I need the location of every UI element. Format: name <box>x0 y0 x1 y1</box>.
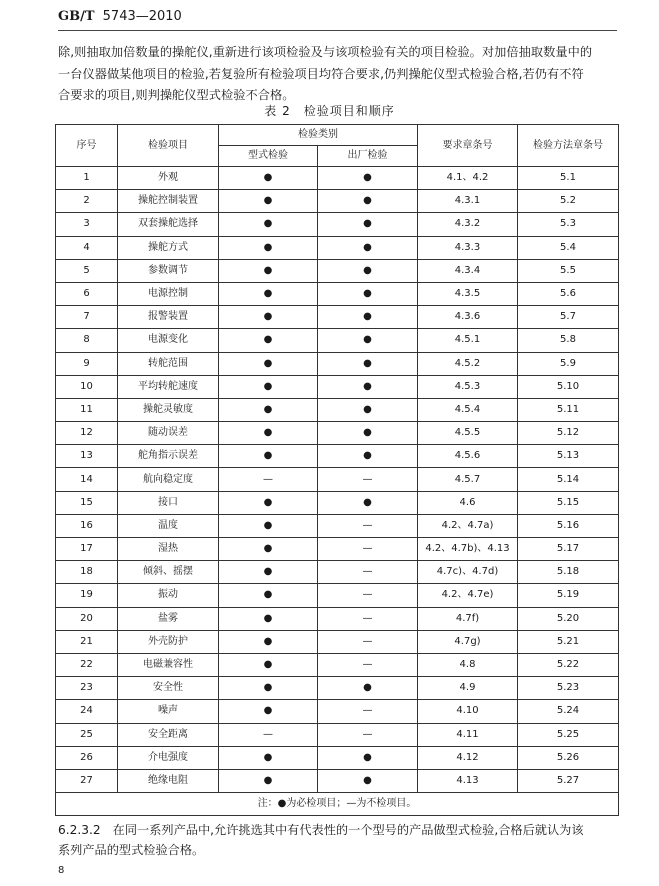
row-type-test: ● <box>219 352 318 375</box>
row-type-test: ● <box>219 445 318 468</box>
row-type-test: ● <box>219 236 318 259</box>
row-seq: 27 <box>56 769 118 792</box>
row-factory-test: ● <box>318 306 418 329</box>
row-type-test: ● <box>219 607 318 630</box>
row-req-clause: 4.5.1 <box>418 329 518 352</box>
row-item: 随动误差 <box>118 422 219 445</box>
header-method-clause: 检验方法章条号 <box>518 125 619 167</box>
table-note: 注：●为必检项目；—为不检项目。 <box>56 793 619 816</box>
table-row <box>56 167 619 190</box>
page-number: 8 <box>58 865 65 876</box>
table-row <box>56 491 619 514</box>
row-req-clause: 4.3.2 <box>418 213 518 236</box>
row-type-test: ● <box>219 561 318 584</box>
table-row <box>56 213 619 236</box>
row-item: 转舵范围 <box>118 352 219 375</box>
table-body <box>56 167 619 793</box>
row-method-clause: 5.14 <box>518 468 619 491</box>
row-factory-test: ● <box>318 236 418 259</box>
table-row <box>56 398 619 421</box>
row-item: 振动 <box>118 584 219 607</box>
header-category: 检验类别 <box>219 125 418 146</box>
row-factory-test: — <box>318 607 418 630</box>
row-type-test: ● <box>219 213 318 236</box>
row-seq: 8 <box>56 329 118 352</box>
row-method-clause: 5.8 <box>518 329 619 352</box>
row-method-clause: 5.17 <box>518 538 619 561</box>
row-item: 报警装置 <box>118 306 219 329</box>
row-item: 航向稳定度 <box>118 468 219 491</box>
row-seq: 4 <box>56 236 118 259</box>
row-type-test: ● <box>219 630 318 653</box>
row-method-clause: 5.1 <box>518 167 619 190</box>
row-req-clause: 4.6 <box>418 491 518 514</box>
row-method-clause: 5.9 <box>518 352 619 375</box>
row-factory-test: ● <box>318 190 418 213</box>
row-type-test: ● <box>219 259 318 282</box>
row-seq: 13 <box>56 445 118 468</box>
header-type-test: 型式检验 <box>219 146 318 167</box>
table-caption: 表 2 检验项目和顺序 <box>264 104 395 118</box>
table-row <box>56 259 619 282</box>
row-req-clause: 4.5.2 <box>418 352 518 375</box>
row-item: 操舵灵敏度 <box>118 398 219 421</box>
section-text-line2: 系列产品的型式检验合格。 <box>58 843 205 857</box>
row-method-clause: 5.10 <box>518 375 619 398</box>
table-row <box>56 422 619 445</box>
row-type-test: ● <box>219 306 318 329</box>
table-row <box>56 514 619 537</box>
table-row <box>56 236 619 259</box>
row-method-clause: 5.22 <box>518 653 619 676</box>
row-factory-test: — <box>318 561 418 584</box>
row-seq: 12 <box>56 422 118 445</box>
row-type-test: ● <box>219 514 318 537</box>
row-seq: 17 <box>56 538 118 561</box>
row-type-test: ● <box>219 491 318 514</box>
row-seq: 22 <box>56 653 118 676</box>
row-method-clause: 5.21 <box>518 630 619 653</box>
row-req-clause: 4.2、4.7e) <box>418 584 518 607</box>
table-row <box>56 329 619 352</box>
row-type-test: ● <box>219 677 318 700</box>
row-req-clause: 4.7f) <box>418 607 518 630</box>
row-req-clause: 4.3.6 <box>418 306 518 329</box>
intro-line: 一台仪器做某他项目的检验,若复验所有检验项目均符合要求,仍判操舵仪型式检验合格,若仍有不符 <box>58 66 584 81</box>
row-req-clause: 4.3.4 <box>418 259 518 282</box>
row-factory-test: — <box>318 723 418 746</box>
row-seq: 11 <box>56 398 118 421</box>
row-req-clause: 4.12 <box>418 746 518 769</box>
row-seq: 5 <box>56 259 118 282</box>
row-factory-test: ● <box>318 746 418 769</box>
row-item: 湿热 <box>118 538 219 561</box>
row-factory-test: ● <box>318 491 418 514</box>
row-factory-test: ● <box>318 677 418 700</box>
section-paragraph <box>58 820 623 860</box>
row-factory-test: ● <box>318 213 418 236</box>
row-factory-test: ● <box>318 167 418 190</box>
row-req-clause: 4.5.7 <box>418 468 518 491</box>
table-row <box>56 677 619 700</box>
row-method-clause: 5.13 <box>518 445 619 468</box>
row-item: 噪声 <box>118 700 219 723</box>
row-factory-test: ● <box>318 329 418 352</box>
standard-prefix: GB/T <box>58 9 95 24</box>
row-seq: 3 <box>56 213 118 236</box>
row-item: 舵角指示误差 <box>118 445 219 468</box>
row-seq: 20 <box>56 607 118 630</box>
row-seq: 2 <box>56 190 118 213</box>
row-seq: 7 <box>56 306 118 329</box>
row-type-test: ● <box>219 584 318 607</box>
row-type-test: ● <box>219 653 318 676</box>
row-item: 外壳防护 <box>118 630 219 653</box>
row-item: 操舵控制装置 <box>118 190 219 213</box>
row-req-clause: 4.13 <box>418 769 518 792</box>
row-method-clause: 5.15 <box>518 491 619 514</box>
row-method-clause: 5.26 <box>518 746 619 769</box>
row-type-test: ● <box>219 167 318 190</box>
section-number: 6.2.3.2 <box>58 823 101 837</box>
row-method-clause: 5.18 <box>518 561 619 584</box>
row-req-clause: 4.3.5 <box>418 282 518 305</box>
row-type-test: ● <box>219 769 318 792</box>
row-method-clause: 5.25 <box>518 723 619 746</box>
table-row <box>56 352 619 375</box>
table-row <box>56 769 619 792</box>
row-seq: 15 <box>56 491 118 514</box>
row-factory-test: — <box>318 538 418 561</box>
row-factory-test: ● <box>318 282 418 305</box>
row-item: 安全距离 <box>118 723 219 746</box>
row-factory-test: — <box>318 584 418 607</box>
row-req-clause: 4.1、4.2 <box>418 167 518 190</box>
row-req-clause: 4.3.1 <box>418 190 518 213</box>
standard-number: 5743—2010 <box>102 9 182 24</box>
row-item: 双套操舵选择 <box>118 213 219 236</box>
row-method-clause: 5.7 <box>518 306 619 329</box>
row-item: 倾斜、摇摆 <box>118 561 219 584</box>
row-factory-test: ● <box>318 422 418 445</box>
table-row <box>56 306 619 329</box>
table-row <box>56 375 619 398</box>
table-row <box>56 561 619 584</box>
intro-line: 合要求的项目,则判操舵仪型式检验不合格。 <box>58 88 295 102</box>
row-item: 盐雾 <box>118 607 219 630</box>
row-factory-test: — <box>318 630 418 653</box>
row-method-clause: 5.24 <box>518 700 619 723</box>
row-item: 接口 <box>118 491 219 514</box>
page-header <box>58 9 182 24</box>
row-item: 安全性 <box>118 677 219 700</box>
row-req-clause: 4.11 <box>418 723 518 746</box>
row-req-clause: 4.8 <box>418 653 518 676</box>
row-seq: 23 <box>56 677 118 700</box>
header-seq: 序号 <box>56 125 118 167</box>
inspection-table <box>55 124 619 816</box>
row-req-clause: 4.2、4.7b)、4.13 <box>418 538 518 561</box>
table-row <box>56 607 619 630</box>
row-method-clause: 5.19 <box>518 584 619 607</box>
row-req-clause: 4.5.4 <box>418 398 518 421</box>
row-factory-test: — <box>318 700 418 723</box>
row-method-clause: 5.27 <box>518 769 619 792</box>
row-method-clause: 5.6 <box>518 282 619 305</box>
row-method-clause: 5.20 <box>518 607 619 630</box>
row-factory-test: ● <box>318 445 418 468</box>
row-seq: 6 <box>56 282 118 305</box>
row-req-clause: 4.7c)、4.7d) <box>418 561 518 584</box>
row-seq: 14 <box>56 468 118 491</box>
row-seq: 16 <box>56 514 118 537</box>
row-factory-test: ● <box>318 259 418 282</box>
row-req-clause: 4.9 <box>418 677 518 700</box>
row-type-test: ● <box>219 398 318 421</box>
row-type-test: ● <box>219 538 318 561</box>
row-item: 介电强度 <box>118 746 219 769</box>
row-type-test: ● <box>219 746 318 769</box>
row-method-clause: 5.12 <box>518 422 619 445</box>
table-row <box>56 282 619 305</box>
row-type-test: ● <box>219 329 318 352</box>
table-row <box>56 653 619 676</box>
row-item: 绝缘电阻 <box>118 769 219 792</box>
row-seq: 19 <box>56 584 118 607</box>
row-item: 参数调节 <box>118 259 219 282</box>
row-method-clause: 5.16 <box>518 514 619 537</box>
row-method-clause: 5.2 <box>518 190 619 213</box>
table-row <box>56 630 619 653</box>
row-factory-test: — <box>318 514 418 537</box>
row-item: 外观 <box>118 167 219 190</box>
row-factory-test: — <box>318 468 418 491</box>
table-row <box>56 538 619 561</box>
section-text-line1: 在同一系列产品中,允许挑选其中有代表性的一个型号的产品做型式检验,合格后就认为该 <box>112 823 584 837</box>
row-req-clause: 4.3.3 <box>418 236 518 259</box>
row-factory-test: — <box>318 653 418 676</box>
row-type-test: ● <box>219 375 318 398</box>
row-method-clause: 5.5 <box>518 259 619 282</box>
row-seq: 18 <box>56 561 118 584</box>
row-seq: 25 <box>56 723 118 746</box>
row-req-clause: 4.10 <box>418 700 518 723</box>
table-row <box>56 584 619 607</box>
row-factory-test: ● <box>318 398 418 421</box>
row-method-clause: 5.3 <box>518 213 619 236</box>
row-req-clause: 4.5.3 <box>418 375 518 398</box>
row-item: 电源变化 <box>118 329 219 352</box>
row-type-test: — <box>219 723 318 746</box>
row-item: 电磁兼容性 <box>118 653 219 676</box>
row-type-test: ● <box>219 282 318 305</box>
header-divider <box>58 30 617 31</box>
intro-line: 除,则抽取加倍数量的操舵仪,重新进行该项检验及与该项检验有关的项目检验。对加倍抽取数量中的 <box>58 45 593 59</box>
row-item: 温度 <box>118 514 219 537</box>
row-factory-test: ● <box>318 769 418 792</box>
table-row <box>56 445 619 468</box>
intro-paragraph <box>58 42 618 107</box>
row-seq: 9 <box>56 352 118 375</box>
table-row <box>56 700 619 723</box>
header-item: 检验项目 <box>118 125 219 167</box>
table-row <box>56 723 619 746</box>
row-type-test: ● <box>219 190 318 213</box>
row-method-clause: 5.11 <box>518 398 619 421</box>
row-type-test: — <box>219 468 318 491</box>
row-factory-test: ● <box>318 352 418 375</box>
row-seq: 1 <box>56 167 118 190</box>
row-method-clause: 5.4 <box>518 236 619 259</box>
row-type-test: ● <box>219 700 318 723</box>
table-row <box>56 190 619 213</box>
row-seq: 21 <box>56 630 118 653</box>
header-req-clause: 要求章条号 <box>418 125 518 167</box>
row-seq: 24 <box>56 700 118 723</box>
row-item: 平均转舵速度 <box>118 375 219 398</box>
row-req-clause: 4.5.5 <box>418 422 518 445</box>
row-factory-test: ● <box>318 375 418 398</box>
row-req-clause: 4.7g) <box>418 630 518 653</box>
header-factory-test: 出厂检验 <box>318 146 418 167</box>
row-seq: 10 <box>56 375 118 398</box>
table-row <box>56 746 619 769</box>
row-type-test: ● <box>219 422 318 445</box>
row-method-clause: 5.23 <box>518 677 619 700</box>
row-req-clause: 4.5.6 <box>418 445 518 468</box>
table-row <box>56 468 619 491</box>
row-seq: 26 <box>56 746 118 769</box>
row-item: 电源控制 <box>118 282 219 305</box>
row-req-clause: 4.2、4.7a) <box>418 514 518 537</box>
row-item: 操舵方式 <box>118 236 219 259</box>
